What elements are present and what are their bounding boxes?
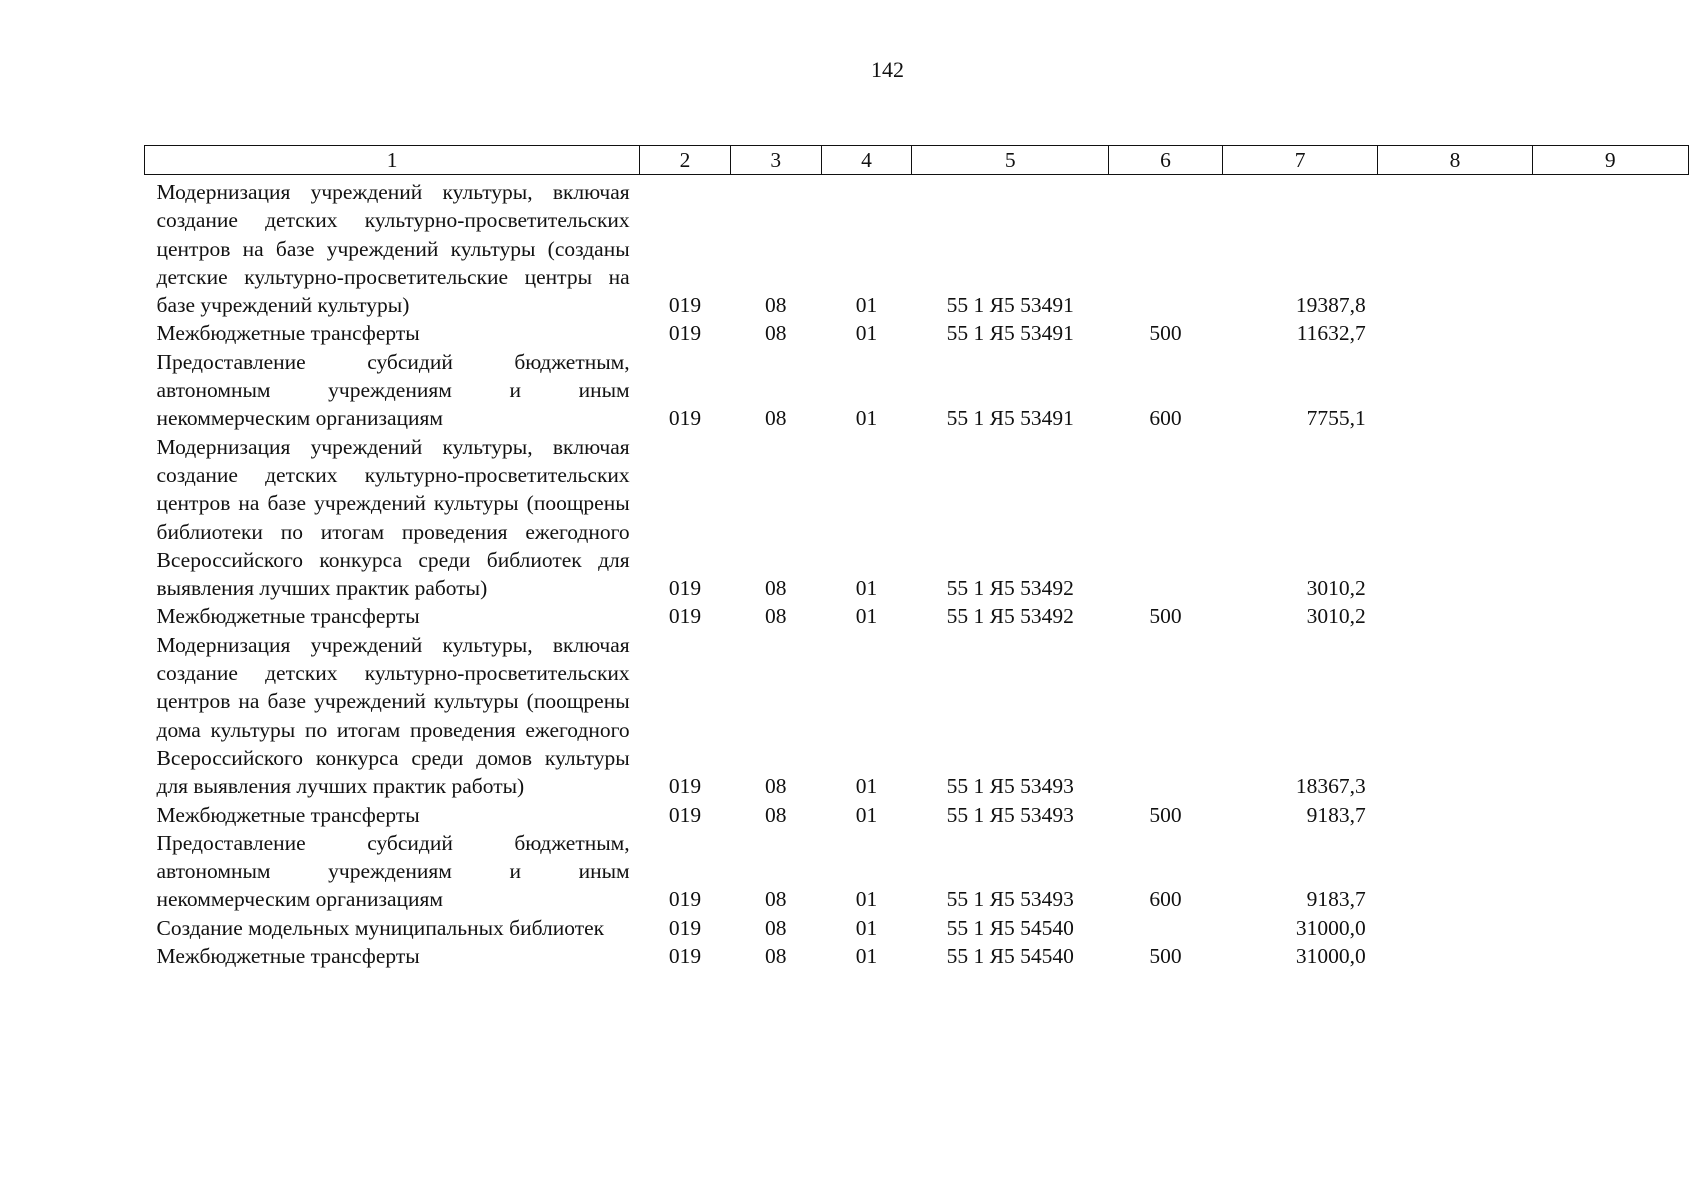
cell-section-code: 08: [765, 293, 787, 318]
cell-col9: [1532, 348, 1688, 433]
row-description: Предоставление субсидий бюджетным, автономным учреждениям и иным некоммерческим организациям: [156, 349, 630, 431]
row-description: Межбюджетные трансферты: [156, 802, 420, 827]
cell-expense-type: [1109, 631, 1223, 801]
cell-section-code: 08: [765, 576, 787, 601]
table-row: [145, 942, 1689, 970]
cell-col9: [1532, 319, 1688, 347]
column-header: 1: [145, 146, 640, 175]
column-header: 9: [1532, 146, 1688, 175]
cell-target-article: 55 1 Я5 53493: [946, 802, 1074, 827]
cell-ministry-code: 019: [668, 887, 702, 912]
cell-target-article: 55 1 Я5 54540: [946, 944, 1074, 969]
cell-expense-type: [1109, 175, 1223, 320]
cell-expense-type: [1109, 433, 1223, 603]
cell-col8: [1378, 914, 1532, 942]
cell-subsection-code: 01: [855, 802, 878, 827]
cell-subsection-code: 01: [855, 887, 878, 912]
table-body: [145, 175, 1689, 971]
cell-col9: [1532, 602, 1688, 630]
cell-section-code: 08: [765, 802, 787, 827]
cell-col8: [1378, 175, 1532, 320]
row-description: Модернизация учреждений культуры, включая создание детских культурно-просветительских центров на базе учреждений культуры (поощрены библиотеки по итогам проведения ежегодного Всероссийского конкурса среди библиотек для выявления лучших практик работы): [156, 434, 630, 601]
cell-col9: [1532, 829, 1688, 914]
table-row: [145, 433, 1689, 603]
cell-amount: 9183,7: [1306, 802, 1366, 827]
table-row: [145, 348, 1689, 433]
cell-amount: 31000,0: [1295, 944, 1366, 969]
cell-subsection-code: 01: [855, 944, 878, 969]
row-description: Создание модельных муниципальных библиотек: [156, 915, 605, 940]
cell-ministry-code: 019: [668, 604, 702, 629]
page-number: 142: [871, 57, 904, 82]
cell-subsection-code: 01: [855, 576, 878, 601]
cell-amount: 11632,7: [1296, 321, 1366, 346]
column-header: 6: [1109, 146, 1223, 175]
cell-expense-type: 500: [1149, 321, 1182, 346]
cell-amount: 9183,7: [1306, 887, 1366, 912]
row-description: Предоставление субсидий бюджетным, автономным учреждениям и иным некоммерческим организациям: [156, 830, 630, 912]
row-description: Межбюджетные трансферты: [156, 604, 420, 629]
header-row: [145, 146, 1689, 175]
cell-col8: [1378, 433, 1532, 603]
table-row: [145, 319, 1689, 347]
cell-ministry-code: 019: [668, 321, 702, 346]
cell-section-code: 08: [765, 406, 787, 431]
cell-col8: [1378, 801, 1532, 829]
cell-subsection-code: 01: [855, 774, 878, 799]
cell-col9: [1532, 801, 1688, 829]
cell-amount: 3010,2: [1306, 576, 1366, 601]
table-row: [145, 829, 1689, 914]
cell-ministry-code: 019: [668, 915, 702, 940]
cell-target-article: 55 1 Я5 53493: [946, 774, 1074, 799]
cell-subsection-code: 01: [855, 604, 878, 629]
column-header: 5: [912, 146, 1109, 175]
cell-col8: [1378, 942, 1532, 970]
cell-col8: [1378, 319, 1532, 347]
table-row: [145, 175, 1689, 320]
row-description: Межбюджетные трансферты: [156, 944, 420, 969]
cell-col9: [1532, 433, 1688, 603]
column-header: 2: [640, 146, 731, 175]
table-row: [145, 631, 1689, 801]
row-description: Модернизация учреждений культуры, включая создание детских культурно-просветительских центров на базе учреждений культуры (поощрены дома культуры по итогам проведения ежегодного Всероссийского конкурса среди домов культуры для выявления лучших практик работы): [156, 632, 630, 799]
row-description: Модернизация учреждений культуры, включая создание детских культурно-просветительских центров на базе учреждений культуры (созданы детские культурно-просветительские центры на базе учреждений культуры): [156, 180, 630, 318]
cell-section-code: 08: [765, 887, 787, 912]
cell-col8: [1378, 829, 1532, 914]
cell-ministry-code: 019: [668, 406, 702, 431]
cell-ministry-code: 019: [668, 576, 702, 601]
cell-subsection-code: 01: [855, 321, 878, 346]
cell-amount: 31000,0: [1295, 915, 1366, 940]
cell-amount: 3010,2: [1306, 604, 1366, 629]
cell-section-code: 08: [765, 915, 787, 940]
cell-target-article: 55 1 Я5 53491: [946, 293, 1074, 318]
cell-ministry-code: 019: [668, 802, 702, 827]
cell-target-article: 55 1 Я5 54540: [946, 915, 1074, 940]
cell-expense-type: 600: [1149, 406, 1182, 431]
cell-section-code: 08: [765, 604, 787, 629]
table-header: [145, 146, 1689, 175]
cell-expense-type: [1109, 914, 1223, 942]
cell-col9: [1532, 175, 1688, 320]
cell-col9: [1532, 631, 1688, 801]
cell-ministry-code: 019: [668, 944, 702, 969]
table-row: [145, 914, 1689, 942]
cell-col8: [1378, 631, 1532, 801]
cell-expense-type: 500: [1149, 802, 1182, 827]
column-header: 3: [730, 146, 821, 175]
cell-target-article: 55 1 Я5 53492: [946, 604, 1074, 629]
cell-subsection-code: 01: [855, 406, 878, 431]
cell-ministry-code: 019: [668, 293, 702, 318]
cell-expense-type: 500: [1149, 604, 1182, 629]
budget-table: [144, 145, 1689, 970]
cell-ministry-code: 019: [668, 774, 702, 799]
column-header: 4: [821, 146, 912, 175]
table-row: [145, 801, 1689, 829]
cell-expense-type: 500: [1149, 944, 1182, 969]
cell-section-code: 08: [765, 321, 787, 346]
column-header: 8: [1378, 146, 1532, 175]
cell-target-article: 55 1 Я5 53492: [946, 576, 1074, 601]
cell-amount: 7755,1: [1306, 406, 1366, 431]
cell-subsection-code: 01: [855, 915, 878, 940]
cell-section-code: 08: [765, 944, 787, 969]
cell-col8: [1378, 602, 1532, 630]
cell-target-article: 55 1 Я5 53491: [946, 321, 1074, 346]
cell-expense-type: 600: [1149, 887, 1182, 912]
cell-section-code: 08: [765, 774, 787, 799]
cell-amount: 18367,3: [1295, 774, 1366, 799]
cell-target-article: 55 1 Я5 53491: [946, 406, 1074, 431]
cell-col9: [1532, 914, 1688, 942]
cell-target-article: 55 1 Я5 53493: [946, 887, 1074, 912]
table-row: [145, 602, 1689, 630]
cell-subsection-code: 01: [855, 293, 878, 318]
cell-amount: 19387,8: [1295, 293, 1366, 318]
column-header: 7: [1223, 146, 1378, 175]
budget-table-container: [144, 145, 1689, 970]
cell-col9: [1532, 942, 1688, 970]
cell-col8: [1378, 348, 1532, 433]
row-description: Межбюджетные трансферты: [156, 321, 420, 346]
